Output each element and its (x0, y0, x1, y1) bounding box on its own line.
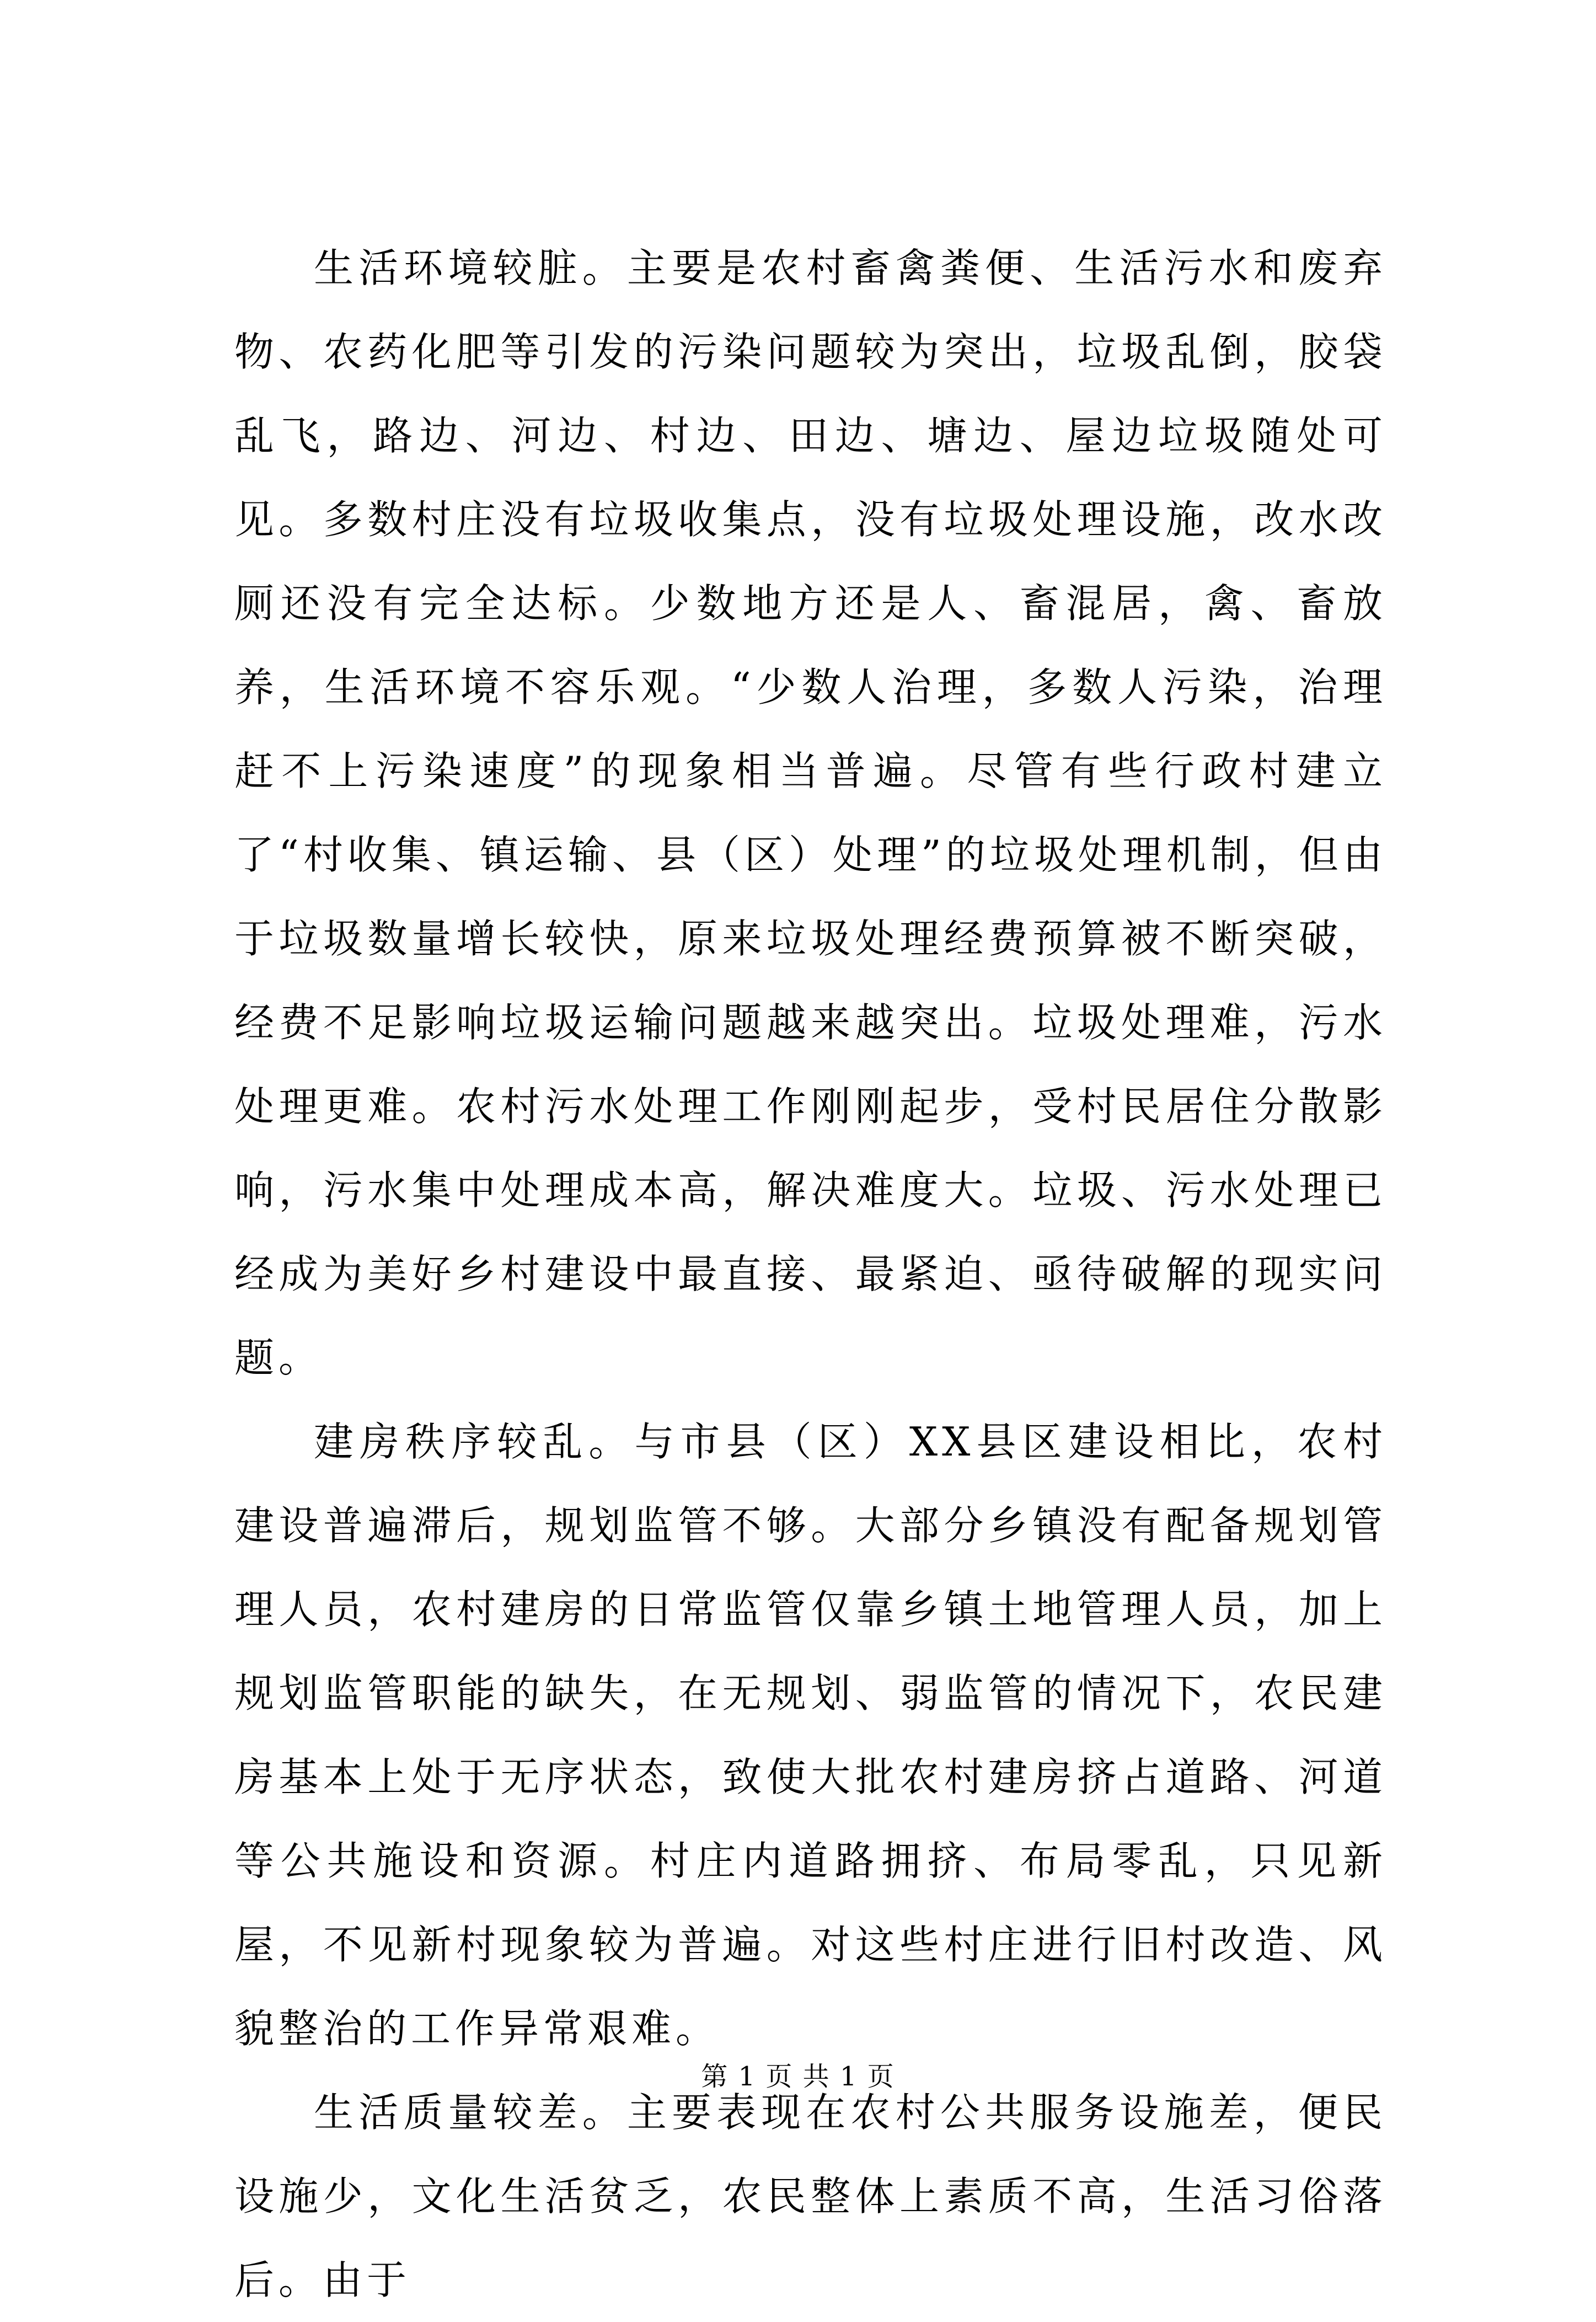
page-footer: 第 1 页 共 1 页 (701, 2061, 895, 2092)
paragraph-housing-order: 建房秩序较乱。与市县（区）XX县区建设相比，农村建设普遍滞后，规划监管不够。大部分乡镇没有配备规划管理人员，农村建房的日常监管仅靠乡镇土地管理人员，加上规划监管职能的缺失，在无规划、弱监管的情况下，农民建房基本上处于无序状态，致使大批农村建房挤占道路、河道等公共施设和资源。村庄内道路拥挤、布局零乱，只见新屋，不见新村现象较为普遍。对这些村庄进行旧村改造、风貌整治的工作异常艰难。 (234, 1419, 1387, 2052)
document-body (234, 226, 1387, 2322)
paragraph-living-environment: 生活环境较脏。主要是农村畜禽粪便、生活污水和废弃物、农药化肥等引发的污染问题较为突出，垃圾乱倒，胶袋乱飞，路边、河边、村边、田边、塘边、屋边垃圾随处可见。多数村庄没有垃圾收集点，没有垃圾处理设施，改水改厕还没有完全达标。少数地方还是人、畜混居，禽、畜放养，生活环境不容乐观。“少数人治理，多数人污染，治理赶不上污染速度”的现象相当普遍。尽管有些行政村建立了“村收集、镇运输、县（区）处理”的垃圾处理机制，但由于垃圾数量增长较快，原来垃圾处理经费预算被不断突破，经费不足影响垃圾运输问题越来越突出。垃圾处理难，污水处理更难。农村污水处理工作刚刚起步，受村民居住分散影响，污水集中处理成本高，解决难度大。垃圾、污水处理已经成为美好乡村建设中最直接、最紧迫、亟待破解的现实问题。 (234, 245, 1387, 1381)
paragraph-living-quality: 生活质量较差。主要表现在农村公共服务设施差，便民设施少，文化生活贫乏，农民整体上素质不高，生活习俗落后。由于 (234, 2089, 1387, 2303)
